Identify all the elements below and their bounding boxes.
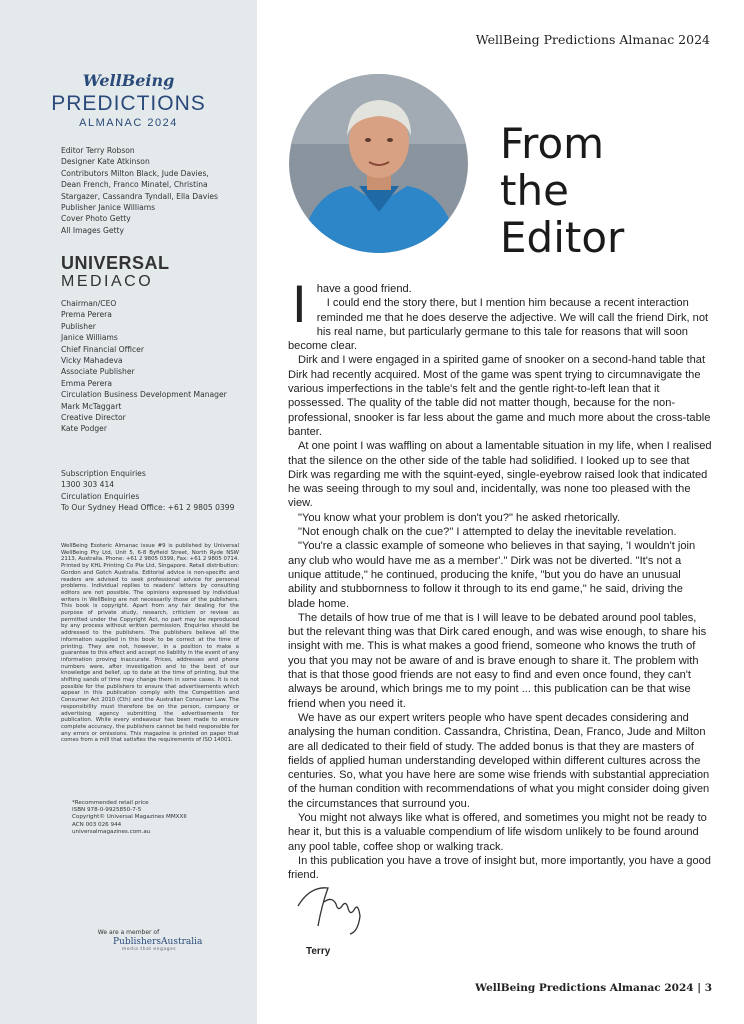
universal-media-logo-bottom: MEDIACO bbox=[61, 273, 154, 290]
article-body bbox=[288, 276, 712, 882]
publishers-australia-logo bbox=[113, 937, 203, 959]
credit-line: Cover Photo Getty bbox=[61, 214, 131, 224]
masthead-sidebar bbox=[0, 0, 257, 1024]
subs-line: To Our Sydney Head Office: +61 2 9805 0399 bbox=[61, 503, 235, 513]
universal-media-logo-top: UNIVERSAL bbox=[61, 253, 170, 273]
title-line: the bbox=[500, 166, 569, 216]
staff-line: Chief Financial Officer bbox=[61, 344, 144, 354]
article-title bbox=[500, 120, 624, 261]
article-paragraph: I could end the story there, but I mention him because a recent interaction reminded me that he does deserve the adjective. We will call the friend Dirk, not his real name, but particularly germane to this tale for reasons that will soon become clear. bbox=[288, 297, 709, 353]
subs-line: 1300 303 414 bbox=[61, 480, 115, 490]
pa-logo-name: PublishersAustralia bbox=[113, 937, 203, 947]
running-header: WellBeing Predictions Almanac 2024 bbox=[475, 32, 710, 47]
article-paragraph: You might not always like what is offered, and sometimes you might not be ready to hear it, but this is a valuable compendium of life wisdom unlikely to be found around any pool table, coffee shop or walking track. bbox=[288, 811, 707, 853]
credit-line: Stargazer, Cassandra Tyndall, Ella Davies bbox=[61, 191, 218, 201]
editor-portrait-illustration bbox=[289, 74, 468, 253]
wellbeing-logo: WellBeing bbox=[82, 71, 175, 90]
article-paragraph: "You're a classic example of someone who believes in that saying, 'I wouldn't join any club who would have me as a member'." Dirk was not be diverted. "It's not a unique attitude," he continued, producing the knife, "but you do have an unusual ability and stubbornness to follow it through to its end game," he said, driving the blade home. bbox=[288, 540, 696, 610]
editorial-credits bbox=[61, 145, 218, 236]
rrp-line: ACN 003 026 944 bbox=[72, 821, 122, 828]
staff-line: Emma Perera bbox=[61, 378, 113, 388]
legal-disclaimer: WellBeing Esoteric Almanac issue #9 is published by Universal WellBeing Pty Ltd, Unit 5, 6-8 Byfield Street, North Ryde NSW 2113, Australia. Phone: +61 2 9805 0399, Fax: +61 2 9805 0714. Printed by KHL Printing Co Pte Ltd, Singapore. Retail distribution: Gordon and Gotch Australia. Editorial advice is non-specific and readers are advised to seek professional advice for personal problems. Individual replies to readers' letters by consulting editors are not possible. The opinions expressed by individual writers in WellBeing are not necessarily those of the publishers. This book is copyright. Apart from any fair dealing for the purpose of private study, research, criticism or review as permitted under the Copyright Act, no part may be reproduced by any process without written permission. Enquiries should be addressed to the publishers. The publishers believe all the information supplied in this book to be correct at the time of printing. They are not, however, in a position to make a guarantee to this effect and accept no liability in the event of any information proving inaccurate. Prices, addresses and phone numbers were, after investigation and to the best of our knowledge and belief, up to date at the time of printing, but the shifting sands of time may change them in some cases. It is not possible for the publishers to ensure that advertisements which appear in this publication comply with the Competition and Consumer Act 2010 (Cth) and the Australian Consumer Law. The responsibility must therefore be on the person, company or advertising agency submitting the advertisements for publication. While every endeavour has been made to ensure complete accuracy, the publishers cannot be held responsible for any errors or omissions. This magazine is printed on paper that comes from a mill that satisfies the requirements of ISO 14001. bbox=[61, 543, 239, 744]
staff-line: Publisher bbox=[61, 321, 96, 331]
drop-cap: I bbox=[292, 276, 307, 334]
corporate-staff bbox=[61, 298, 227, 435]
staff-line: Associate Publisher bbox=[61, 367, 135, 377]
credit-line: Publisher Janice Williams bbox=[61, 203, 156, 213]
title-line: From bbox=[500, 119, 605, 169]
subs-line: Subscription Enquiries bbox=[61, 469, 146, 478]
member-label: We are a member of bbox=[97, 929, 160, 936]
staff-line: Vicky Mahadeva bbox=[61, 356, 123, 366]
editor-portrait bbox=[289, 74, 468, 253]
subs-line: Circulation Enquiries bbox=[61, 491, 140, 501]
article-paragraph: In this publication you have a trove of insight but, more importantly, you have a good friend. bbox=[288, 854, 711, 882]
rrp-line: Copyright© Universal Magazines MMXXII bbox=[72, 814, 187, 821]
publication-info bbox=[72, 800, 187, 836]
rrp-line: ISBN 978-0-9925850-7-5 bbox=[72, 807, 142, 814]
rrp-line: *Recommended retail price bbox=[72, 800, 149, 806]
page-footer: WellBeing Predictions Almanac 2024 | 3 bbox=[475, 982, 712, 994]
article-paragraph: The details of how true of me that is I will leave to be debated around pool tables, but the relevant thing was that Dirk cared enough, and was wise enough, to share his insight with me. This is what makes a good friend, someone who knows the truth of you that you may not be aware of and is brave enough to share it. The problem with that is that those good friends are not easy to find and even once found, they can't always be around, which brings me to my point ... this publication can be that wise friend when you need it. bbox=[288, 611, 707, 710]
pa-logo-tagline: media that engages bbox=[121, 947, 177, 952]
staff-line: Kate Podger bbox=[61, 424, 107, 434]
staff-line: Creative Director bbox=[61, 413, 126, 423]
credit-line: All Images Getty bbox=[61, 225, 124, 235]
title-line: Editor bbox=[500, 213, 625, 263]
staff-line: Chairman/CEO bbox=[61, 299, 117, 308]
credit-line: Editor Terry Robson bbox=[61, 146, 135, 155]
credit-line: Designer Kate Atkinson bbox=[61, 157, 150, 167]
rrp-line: universalmagazines.com.au bbox=[72, 828, 151, 835]
predictions-logo-title: PREDICTIONS bbox=[51, 92, 206, 115]
signature-name: Terry bbox=[306, 946, 331, 957]
article-paragraph: We have as our expert writers people who have spent decades considering and analysing the human condition. Cassandra, Christina, Dean, Franco, Jude and Milton are all dedicated to their field of study. The added bonus is that they are masters of fields of applied human understanding developed within different cultures across the centuries. So, what you have here are some wise friends with substantial appreciation of the human condition with recommendations of what you might consider doing given the circumstances that surround you. bbox=[288, 711, 710, 810]
article-paragraph: Dirk and I were engaged in a spirited game of snooker on a second-hand table that Dirk had recently acquired. Most of the game was spent trying to circumnavigate the various imperfections in the table's felt and the gentle right-to-left lean that it possessed. The quality of the table did not matter though, because for the non-professional, snooker is far less about the game and much more about the cross-table banter. bbox=[288, 354, 711, 438]
editor-signature bbox=[288, 876, 378, 938]
staff-line: Mark McTaggart bbox=[61, 401, 122, 411]
credit-line: Contributors Milton Black, Jude Davies, bbox=[61, 168, 209, 178]
staff-line: Prema Perera bbox=[61, 310, 112, 320]
credit-line: Dean French, Franco Minatel, Christina bbox=[61, 180, 208, 190]
subscription-enquiries bbox=[61, 468, 234, 514]
article-paragraph: At one point I was waffling on about a lamentable situation in my life, when I realised that the silence on the other side of the table had solidified. I looked up to see that Dirk was regarding me with the squint-eyed, single-eyebrow raised look that indicated he was seeing through to my soul and, incidentally, was none too pleased with the view. bbox=[288, 440, 712, 510]
staff-line: Circulation Business Development Manager bbox=[61, 390, 227, 400]
article-paragraph: "Not enough chalk on the cue?" I attempted to delay the inevitable revelation. bbox=[298, 526, 677, 539]
article-paragraph: "You know what your problem is don't you?" he asked rhetorically. bbox=[298, 511, 621, 524]
staff-line: Janice Williams bbox=[61, 333, 118, 343]
almanac-logo-subtitle: ALMANAC 2024 bbox=[79, 117, 178, 129]
paragraph-text: have a good friend. bbox=[316, 283, 412, 295]
